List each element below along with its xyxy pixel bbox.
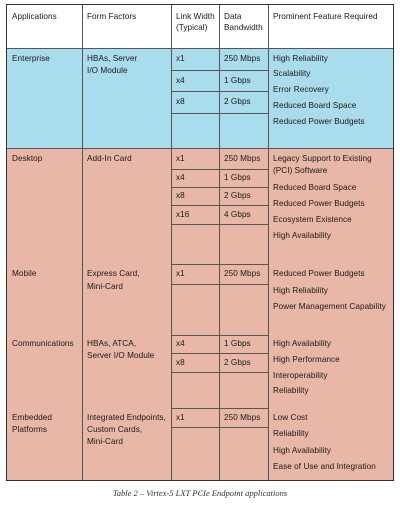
application-name: Enterprise	[12, 54, 50, 63]
bandwidth: 250 Mbps	[224, 269, 261, 278]
bandwidth: 2 Gbps	[224, 191, 251, 200]
table-caption: Table 2 – Virtex-5 LXT PCIe Endpoint applications	[112, 488, 288, 498]
feature: (PCI) Software	[273, 166, 328, 175]
header-bandwidth: Bandwidth	[224, 23, 263, 32]
feature: High Reliability	[273, 286, 328, 295]
form-factor: Integrated Endpoints,	[87, 413, 166, 422]
form-factor: HBAs, ATCA,	[87, 339, 137, 348]
link-row-divider	[171, 372, 269, 373]
enterprise-divider	[7, 148, 393, 149]
bandwidth: 4 Gbps	[224, 210, 251, 219]
bandwidth: 250 Mbps	[224, 413, 261, 422]
column-divider	[82, 5, 83, 480]
header-form-factors: Form Factors	[87, 12, 137, 21]
bandwidth: 1 Gbps	[224, 173, 251, 182]
bandwidth: 250 Mbps	[224, 154, 261, 163]
feature: Low Cost	[273, 413, 308, 422]
form-factor: Server I/O Module	[87, 351, 155, 360]
link-width: x16	[176, 210, 190, 219]
feature: Ease of Use and Integration	[273, 462, 376, 471]
link-width: x4	[176, 76, 185, 85]
link-row-divider	[171, 408, 269, 409]
feature: High Performance	[273, 355, 340, 364]
application-name: Embedded	[12, 413, 53, 422]
link-width: x4	[176, 339, 185, 348]
feature: High Availability	[273, 446, 332, 455]
link-width: x8	[176, 358, 185, 367]
feature: Interoperability	[273, 371, 328, 380]
link-row-divider	[171, 427, 269, 428]
link-row-divider	[171, 187, 269, 188]
feature: Reduced Power Budgets	[273, 199, 365, 208]
bandwidth: 1 Gbps	[224, 339, 251, 348]
link-row-divider	[171, 264, 269, 265]
link-width: x1	[176, 269, 185, 278]
bandwidth: 1 Gbps	[224, 76, 251, 85]
bandwidth: 250 Mbps	[224, 54, 261, 63]
bandwidth: 2 Gbps	[224, 97, 251, 106]
link-row-divider	[171, 224, 269, 225]
applications-table	[6, 4, 394, 481]
link-width: x1	[176, 54, 185, 63]
form-factor: HBAs, Server	[87, 54, 138, 63]
link-row-divider	[171, 284, 269, 285]
header-data: Data	[224, 12, 242, 21]
application-name: Desktop	[12, 154, 43, 163]
link-width: x1	[176, 413, 185, 422]
bandwidth: 2 Gbps	[224, 358, 251, 367]
feature: High Availability	[273, 231, 332, 240]
feature: Ecosystem Existence	[273, 215, 352, 224]
feature: High Availability	[273, 339, 332, 348]
header-link-width-sub: (Typical)	[176, 23, 208, 32]
form-factor: Custom Cards,	[87, 425, 143, 434]
form-factor: I/O Module	[87, 66, 128, 75]
form-factor: Express Card,	[87, 269, 140, 278]
feature: Reduced Board Space	[273, 101, 357, 110]
form-factor: Mini-Card	[87, 282, 123, 291]
form-factor: Mini-Card	[87, 437, 123, 446]
link-width: x8	[176, 97, 185, 106]
link-width: x1	[176, 154, 185, 163]
link-row-divider	[171, 205, 269, 206]
form-factor: Add-In Card	[87, 154, 132, 163]
feature: Reduced Power Budgets	[273, 117, 365, 126]
feature: Reduced Board Space	[273, 183, 357, 192]
link-width: x4	[176, 173, 185, 182]
application-name: Mobile	[12, 269, 37, 278]
feature: Reliability	[273, 386, 309, 395]
feature: Reliability	[273, 429, 309, 438]
feature: Scalability	[273, 69, 311, 78]
header-divider	[7, 48, 393, 49]
feature: Power Management Capability	[273, 302, 386, 311]
application-name: Platforms	[12, 425, 48, 434]
link-row-divider	[171, 113, 269, 114]
header-link-width: Link Width	[176, 12, 215, 21]
link-row-divider	[171, 335, 269, 336]
header-applications: Applications	[12, 12, 57, 21]
link-row-divider	[171, 70, 269, 71]
application-name: Communications	[12, 339, 74, 348]
header-feature: Prominent Feature Required	[273, 12, 378, 21]
link-row-divider	[171, 353, 269, 354]
link-row-divider	[171, 91, 269, 92]
feature: Reduced Power Budgets	[273, 269, 365, 278]
feature: High Reliability	[273, 54, 328, 63]
enterprise-band	[7, 49, 393, 149]
feature: Legacy Support to Existing	[273, 154, 372, 163]
feature: Error Recovery	[273, 85, 329, 94]
link-width: x8	[176, 191, 185, 200]
link-row-divider	[171, 169, 269, 170]
